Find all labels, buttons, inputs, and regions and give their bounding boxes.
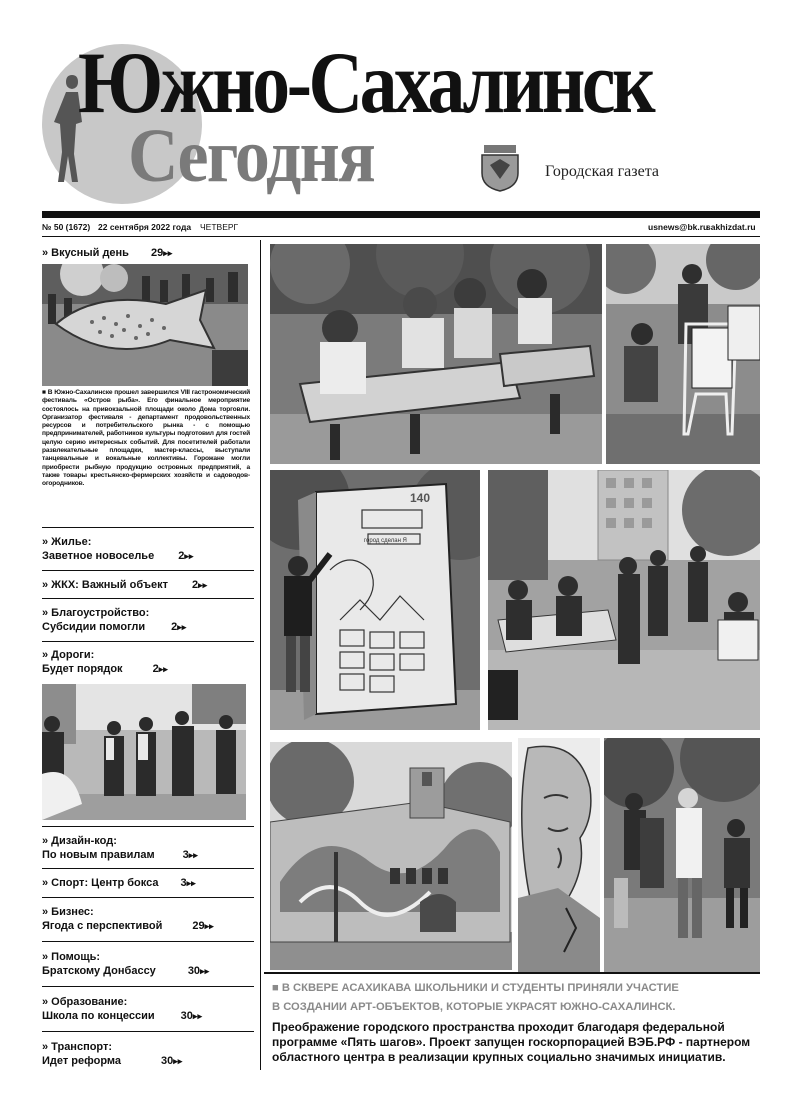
photo-easel-painting xyxy=(606,244,760,464)
caption-headline-line2: В СОЗДАНИИ АРТ-ОБЪЕКТОВ, КОТОРЫЕ УКРАСЯТ ЮЖНО-САХАЛИНСК. xyxy=(272,1001,676,1013)
photo-portrait-canvas xyxy=(518,738,600,972)
sidebar-divider xyxy=(42,641,254,642)
sidebar-divider xyxy=(42,986,254,987)
masthead-title: Южно-Сахалинск xyxy=(78,35,653,132)
sidebar-item-transport[interactable]: » Транспорт: Идет реформа 30▸▸ xyxy=(42,1041,183,1067)
sidebar-item-housing[interactable]: » Жилье: Заветное новоселье 2▸▸ xyxy=(42,536,194,562)
issue-weekday: ЧЕТВЕРГ xyxy=(200,222,239,232)
issue-site[interactable]: sakhizdat.ru xyxy=(706,222,756,232)
photo-students-at-desks xyxy=(270,244,602,464)
caption-headline-line1: ■ В СКВЕРЕ АСАХИКАВА ШКОЛЬНИКИ И СТУДЕНТЫ ПРИНЯЛИ УЧАСТИЕ xyxy=(272,982,679,994)
sidebar-item-utilities[interactable]: » ЖКХ: Важный объект 2▸▸ xyxy=(42,579,208,591)
photo-park-painters xyxy=(604,738,760,972)
issue-info-line xyxy=(42,221,760,235)
photo-road-officials xyxy=(42,684,246,820)
caption-body-line1: Преображение городского пространства проходит благодаря федеральной xyxy=(272,1020,725,1034)
issue-number: № 50 (1672) xyxy=(42,222,91,232)
mural-year: 140 xyxy=(410,491,431,505)
info-rule xyxy=(42,236,760,237)
sidebar-item-design-code[interactable]: » Дизайн-код: По новым правилам 3▸▸ xyxy=(42,835,198,861)
city-crest-icon xyxy=(478,143,522,193)
caption-rule xyxy=(264,972,760,974)
photo-street-festival xyxy=(488,470,760,730)
sidebar-divider xyxy=(42,527,254,528)
caption-body xyxy=(272,1020,762,1065)
issue-email[interactable]: usnews@bk.ru xyxy=(648,222,709,232)
sidebar-divider xyxy=(42,941,254,942)
sidebar-divider xyxy=(42,570,254,571)
photo-fish-festival xyxy=(42,264,248,386)
sidebar-item-improvement[interactable]: » Благоустройство: Субсидии помогли 2▸▸ xyxy=(42,607,187,633)
mural-sign: город сделан Я xyxy=(364,538,407,544)
column-divider xyxy=(260,240,261,1070)
sidebar-divider xyxy=(42,1031,254,1032)
sidebar-divider xyxy=(42,826,254,827)
caption-body-line2: программе «Пять шагов». Проект запущен госкорпорацией ВЭБ.РФ - партнером xyxy=(272,1035,751,1049)
sidebar-item-business[interactable]: » Бизнес: Ягода с перспективой 29▸▸ xyxy=(42,906,214,932)
sidebar-divider xyxy=(42,868,254,869)
sidebar-item-help[interactable]: » Помощь: Братскому Донбассу 30▸▸ xyxy=(42,951,210,977)
sidebar-item-sport[interactable]: » Спорт: Центр бокса 3▸▸ xyxy=(42,877,196,889)
photo-art-column xyxy=(270,470,480,730)
sidebar-item-roads[interactable]: » Дороги: Будет порядок 2▸▸ xyxy=(42,649,168,675)
sidebar-divider xyxy=(42,598,254,599)
masthead-subtitle: Городская газета xyxy=(545,163,659,180)
sidebar-item-education[interactable]: » Образование: Школа по концессии 30▸▸ xyxy=(42,996,202,1022)
sidebar-featured-label[interactable]: » Вкусный день 29▸▸ xyxy=(42,247,173,259)
featured-note: ■ В Южно-Сахалинске прошел завершился VIII гастрономический фестиваль «Остров рыба». Его финальное мероприятие состоялось на привокзальной площади около Дома торговли. Организатор фестиваля - департамент продовольственных ресурсов и потребительского рынка - с помощью предпринимателей, работников культуры подготовил для гостей целую серию интересных событий. Для посетителей работали развлекательные площадки, мастер-классы, выступали танцевальные и вокальные коллективы. Горожане могли приобрести рыбную продукцию островных предприятий, а также товары крестьянско-фермерских хозяйств и садоводов-огородников. xyxy=(42,389,250,488)
sidebar-divider xyxy=(42,897,254,898)
photo-building-mural xyxy=(270,742,512,970)
issue-date: 22 сентября 2022 года xyxy=(98,222,192,232)
caption-body-line3: областного центра в реализации крупных социально значимых инициатив. xyxy=(272,1050,726,1064)
masthead-title-second: Сегодня xyxy=(128,114,374,198)
masthead-rule xyxy=(42,211,760,218)
